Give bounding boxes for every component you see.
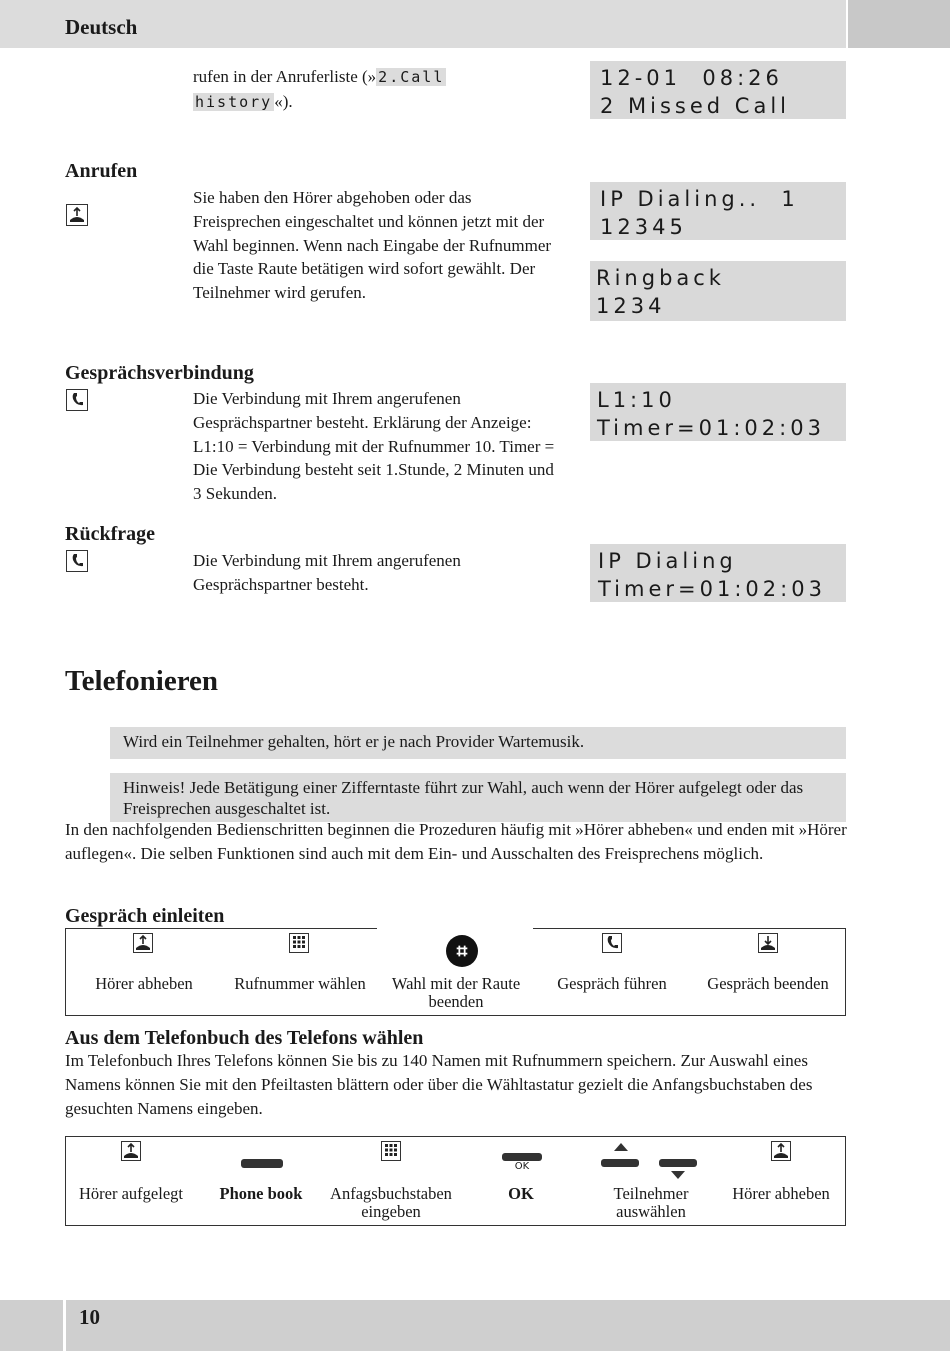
lcd-line: 1234 (596, 294, 666, 318)
steps-telefonbuch (65, 1136, 846, 1226)
lcd-line: Timer=01:02:03 (598, 577, 826, 601)
verbindung-text: Die Verbindung mit Ihrem angerufenen Gesprächspartner besteht. Erklärung der Anzeige: L1:10 = Verbindung mit der Rufnummer 10. Timer = Die Verbindung besteht seit 1.Stunde, 2 Minuten und 3 Sekunden. (193, 389, 555, 504)
anrufen-text: Sie haben den Hörer abgehoben oder das Freisprechen eingeschaltet und können jetzt mit der Wahl beginnen. Wenn nach Eingabe der Rufnummer die Taste Raute betätigen wird sofort gewählt. Der Teilnehmer wird gerufen. (193, 188, 552, 303)
lcd-line: Timer=01:02:03 (597, 416, 825, 440)
rueckfrage-text: Die Verbindung mit Ihrem angerufenen Gesprächspartner besteht. (193, 551, 461, 594)
step-label: Wahl mit der Raute beenden (391, 974, 521, 1011)
handset-talk-icon (602, 933, 622, 953)
step-label: Teilnehmer auswählen (613, 1184, 689, 1221)
hash-key-icon (446, 935, 478, 967)
handset-lift-icon (133, 933, 153, 953)
note-wartemusik: Wird ein Teilnehmer gehalten, hört er je nach Provider Wartemusik. (110, 727, 846, 759)
lcd-line: IP Dialing.. 1 (600, 187, 799, 211)
section-heading-telefonbuch: Aus dem Telefonbuch des Telefons wählen (65, 1027, 424, 1049)
lcd-ip-dialing (590, 182, 846, 240)
step-highlight-gap (377, 928, 533, 930)
softkey-bar-icon (241, 1159, 283, 1168)
lcd-line: 12-01 08:26 (600, 66, 783, 90)
step-label: Hörer abheben (732, 1184, 830, 1203)
code-call: 2.Call (378, 68, 445, 86)
step-label: Hörer abheben (95, 974, 193, 993)
lcd-missed-call (590, 61, 846, 119)
step-label: Phone book (219, 1184, 303, 1203)
section-heading-rueckfrage: Rückfrage (65, 523, 155, 545)
handset-lift-icon (771, 1141, 791, 1161)
handset-hangup-icon (758, 933, 778, 953)
intro-text (193, 65, 493, 115)
handset-talk-icon (66, 389, 88, 411)
note-hinweis: Hinweis! Jede Betätigung einer Zifferntaste führt zur Wahl, auch wenn der Hörer aufgelegt oder das Freisprechen ausgeschaltet ist. (110, 773, 846, 822)
step-label: Gespräch beenden (707, 974, 829, 993)
intro-text-before: rufen in der Anruferliste (» (193, 67, 377, 86)
ok-softkey-icon (502, 1153, 542, 1161)
header-corner (848, 0, 950, 48)
section-heading-telefonieren: Telefonieren (65, 665, 219, 697)
step-label: Anfagsbuchstaben eingeben (330, 1184, 452, 1221)
page-number: 10 (79, 1305, 100, 1329)
footer-bar (66, 1300, 950, 1351)
footer-margin (0, 1300, 63, 1351)
ok-softkey-text: OK (514, 1161, 530, 1172)
lcd-timer (590, 383, 846, 441)
telefonbuch-text: Im Telefonbuch Ihres Telefons können Sie bis zu 140 Namen mit Rufnummern speichern. Zur Auswahl eines Namens können Sie mit den Pfeiltasten blättern oder über die Wähltastatur gezielt die Anfangsbuchstaben des gesuchten Namens eingeben. (65, 1051, 813, 1118)
handset-talk-icon (66, 550, 88, 572)
page-title: Deutsch (65, 15, 138, 39)
lcd-line: Ringback (596, 266, 725, 290)
step-label: Hörer aufgelegt (79, 1184, 183, 1203)
handset-lift-icon (66, 204, 88, 226)
arrow-keys-icon (601, 1143, 701, 1183)
code-history: history (195, 92, 273, 111)
section-heading-anrufen: Anrufen (65, 160, 138, 182)
section-heading-verbindung: Gesprächsverbindung (65, 362, 254, 384)
keypad-icon (289, 933, 309, 953)
lcd-line: L1:10 (597, 388, 676, 412)
step-label: OK (508, 1184, 534, 1203)
step-label: Rufnummer wählen (234, 974, 366, 993)
telefonieren-paragraph: In den nachfolgenden Bedienschritten beginnen die Prozeduren häufig mit »Hörer abheben« und enden mit »Hörer auflegen«. Die selben Funktionen sind auch mit dem Ein- und Ausschalten des Freisprechens möglich. (65, 820, 847, 863)
lcd-ip-dialing-timer (590, 544, 846, 602)
section-heading-einleiten: Gespräch einleiten (65, 905, 225, 927)
steps-einleiten (65, 928, 846, 1016)
keypad-icon (381, 1141, 401, 1161)
lcd-line: 2 Missed Call (600, 94, 790, 118)
lcd-line: 12345 (600, 215, 687, 239)
intro-text-after: «). (274, 91, 293, 111)
handset-lift-icon (121, 1141, 141, 1161)
lcd-ringback (590, 261, 846, 321)
lcd-line: IP Dialing (598, 549, 737, 573)
step-label: Gespräch führen (557, 974, 667, 993)
